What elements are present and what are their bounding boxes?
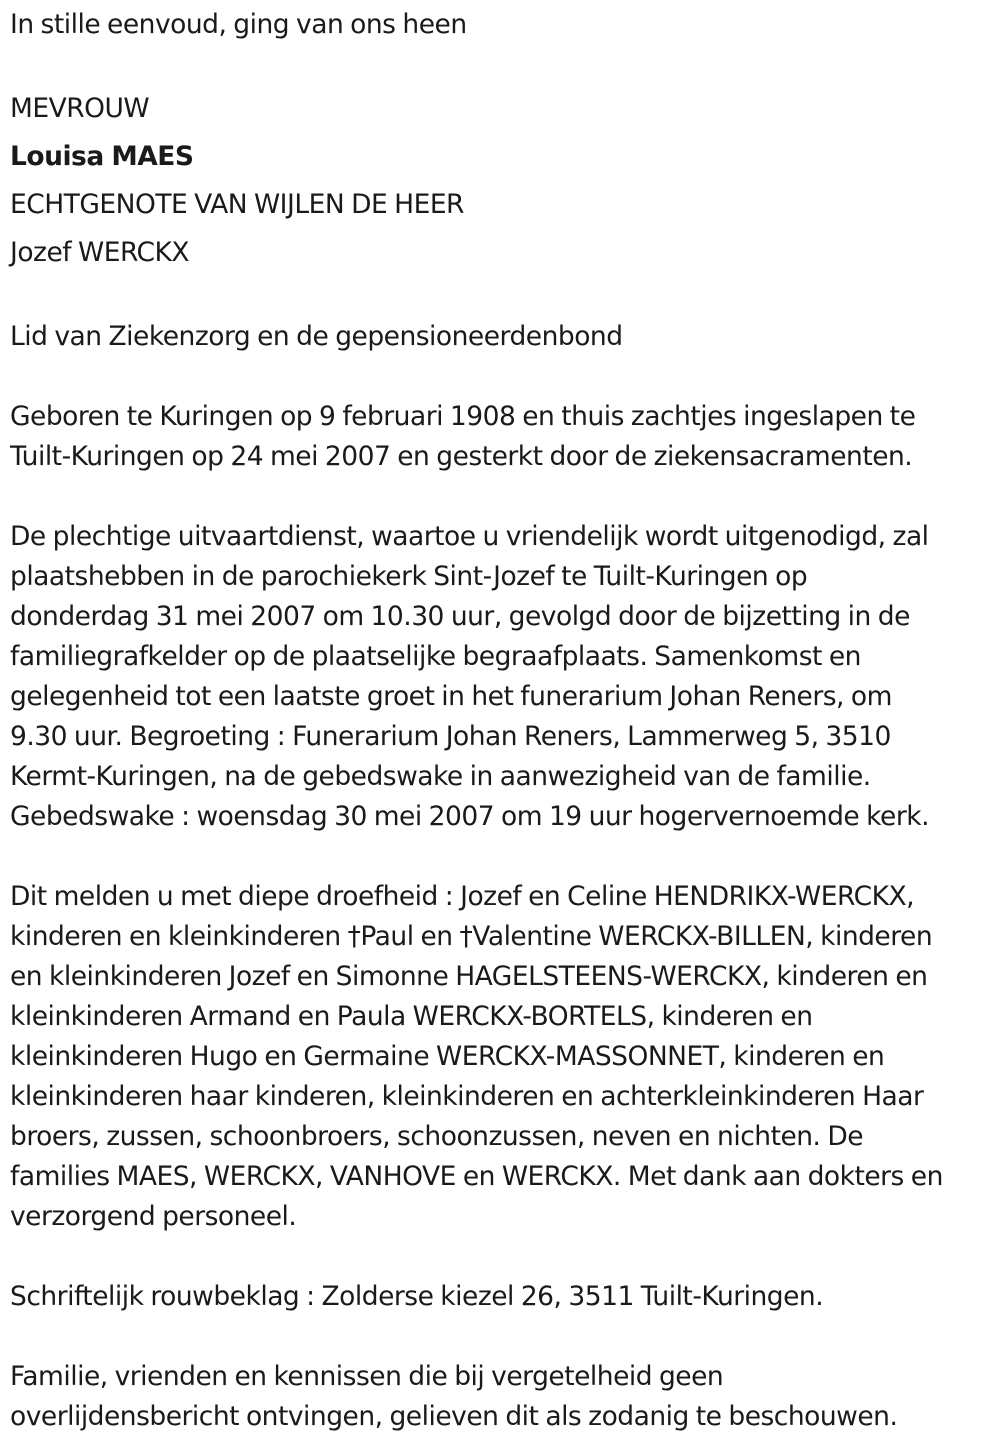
paragraph-line: kinderen en kleinkinderen †Paul en †Valentine WERCKX-BILLEN, kinderen: [10, 921, 933, 952]
paragraph-line: De plechtige uitvaartdienst, waartoe u vriendelijk wordt uitgenodigd, zal: [10, 521, 929, 552]
paragraph-line: Geboren te Kuringen op 9 februari 1908 en thuis zachtjes ingeslapen te: [10, 401, 916, 432]
paragraph-line: verzorgend personeel.: [10, 1201, 297, 1232]
paragraph-line: kleinkinderen Hugo en Germaine WERCKX-MASSONNET, kinderen en: [10, 1041, 885, 1072]
paragraph-line: overlijdensbericht ontvingen, gelieven dit als zodanig te beschouwen.: [10, 1401, 898, 1432]
birth-death-paragraph: [10, 397, 995, 477]
paragraph-line: gelegenheid tot een laatste groet in het funerarium Johan Reners, om: [10, 681, 892, 712]
death-notice: [10, 5, 995, 1437]
paragraph-line: Kermt-Kuringen, na de gebedswake in aanwezigheid van de familie.: [10, 761, 871, 792]
spouse-name: Jozef WERCKX: [10, 237, 190, 268]
paragraph-line: donderdag 31 mei 2007 om 10.30 uur, gevolgd door de bijzetting in de: [10, 601, 910, 632]
deceased-name: Louisa MAES: [10, 141, 194, 172]
paragraph-line: families MAES, WERCKX, VANHOVE en WERCKX. Met dank aan dokters en: [10, 1161, 943, 1192]
spacer: [10, 45, 995, 85]
paragraph-line: plaatshebben in de parochiekerk Sint-Jozef te Tuilt-Kuringen op: [10, 561, 808, 592]
spacer: [10, 477, 995, 517]
paragraph-line: en kleinkinderen Jozef en Simonne HAGELSTEENS-WERCKX, kinderen en: [10, 961, 928, 992]
title: MEVROUW: [10, 93, 150, 124]
spacer: [10, 1317, 995, 1357]
paragraph-line: kleinkinderen Armand en Paula WERCKX-BORTELS, kinderen en: [10, 1001, 813, 1032]
condolence-address: Schriftelijk rouwbeklag : Zolderse kiezel 26, 3511 Tuilt-Kuringen.: [10, 1281, 824, 1312]
paragraph-line: 9.30 uur. Begroeting : Funerarium Johan Reners, Lammerweg 5, 3510: [10, 721, 891, 752]
paragraph-line: broers, zussen, schoonbroers, schoonzussen, neven en nichten. De: [10, 1121, 864, 1152]
family-paragraph: [10, 877, 995, 1237]
relation-text: ECHTGENOTE VAN WIJLEN DE HEER: [10, 189, 464, 220]
paragraph-line: Dit melden u met diepe droefheid : Jozef en Celine HENDRIKX-WERCKX,: [10, 881, 915, 912]
closing-paragraph: [10, 1357, 995, 1437]
spacer: [10, 837, 995, 877]
spacer: [10, 357, 995, 397]
paragraph-line: Tuilt-Kuringen op 24 mei 2007 en gesterkt door de ziekensacramenten.: [10, 441, 913, 472]
paragraph-line: Familie, vrienden en kennissen die bij vergetelheid geen: [10, 1361, 724, 1392]
paragraph-line: Gebedswake : woensdag 30 mei 2007 om 19 uur hogervernoemde kerk.: [10, 801, 929, 832]
paragraph-line: kleinkinderen haar kinderen, kleinkinderen en achterkleinkinderen Haar: [10, 1081, 924, 1112]
spacer: [10, 1237, 995, 1277]
spacer: [10, 277, 995, 317]
intro-text: In stille eenvoud, ging van ons heen: [10, 9, 467, 40]
paragraph-line: familiegrafkelder op de plaatselijke begraafplaats. Samenkomst en: [10, 641, 861, 672]
funeral-paragraph: [10, 517, 995, 837]
membership-text: Lid van Ziekenzorg en de gepensioneerdenbond: [10, 321, 623, 352]
